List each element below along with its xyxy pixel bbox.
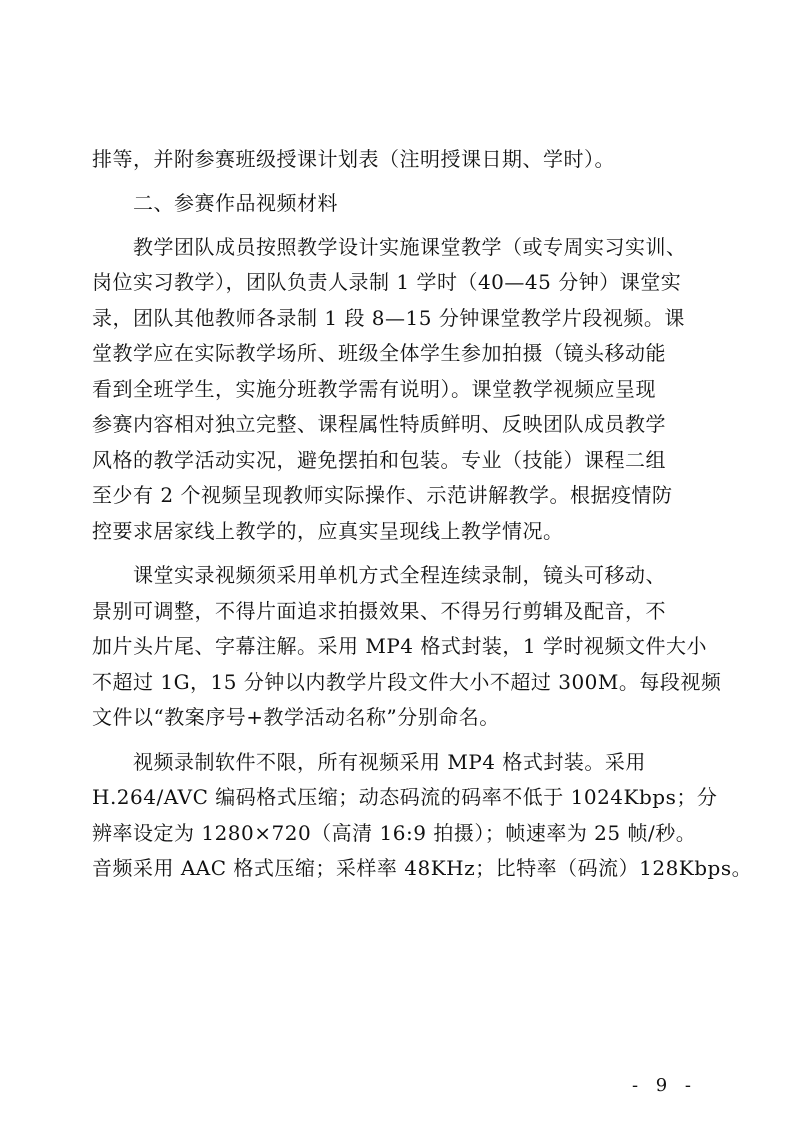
text-line: 看到全班学生，实施分班教学需有说明）。课堂教学视频应呈现 [92, 377, 656, 401]
text-line: 风格的教学活动实况，避免摆拍和包装。专业（技能）课程二组 [92, 448, 666, 472]
text-line: 至少有 2 个视频呈现教师实际操作、示范讲解教学。根据疫情防 [92, 483, 673, 507]
text-line: 不超过 1G，15 分钟以内教学片段文件大小不超过 300M。每段视频 [92, 670, 722, 694]
text-line: 音频采用 AAC 格式压缩；采样率 48KHz；比特率（码流）128Kbps。 [92, 856, 753, 880]
text-line: 加片头片尾、字幕注解。采用 MP4 格式封装，1 学时视频文件大小 [92, 634, 707, 658]
text-line: 景别可调整，不得片面追求拍摄效果、不得另行剪辑及配音，不 [92, 599, 666, 623]
text-line: 教学团队成员按照教学设计实施课堂教学（或专周实习实训、 [92, 235, 687, 259]
text-line: 岗位实习教学），团队负责人录制 1 学时（40—45 分钟）课堂实 [92, 270, 682, 294]
text-line: 排等，并附参赛班级授课计划表（注明授课日期、学时）。 [92, 147, 615, 171]
page-number: - 9 - [631, 1075, 697, 1096]
text-line: 控要求居家线上教学的，应真实呈现线上教学情况。 [92, 519, 564, 543]
section-heading: 二、参赛作品视频材料 [92, 191, 338, 215]
text-line: H.264/AVC 编码格式压缩；动态码流的码率不低于 1024Kbps；分 [92, 785, 718, 809]
text-line: 堂教学应在实际教学场所、班级全体学生参加拍摄（镜头移动能 [92, 341, 666, 365]
text-line: 辨率设定为 1280×720（高清 16:9 拍摄）；帧速率为 25 帧/秒。 [92, 821, 697, 845]
text-line: 参赛内容相对独立完整、课程属性特质鲜明、反映团队成员教学 [92, 412, 666, 436]
text-line: 视频录制软件不限，所有视频采用 MP4 格式封装。采用 [92, 750, 646, 774]
text-line: 录，团队其他教师各录制 1 段 8—15 分钟课堂教学片段视频。课 [92, 306, 685, 330]
text-line: 文件以“教案序号+教学活动名称”分别命名。 [92, 705, 500, 729]
text-line: 课堂实录视频须采用单机方式全程连续录制，镜头可移动、 [92, 563, 666, 587]
